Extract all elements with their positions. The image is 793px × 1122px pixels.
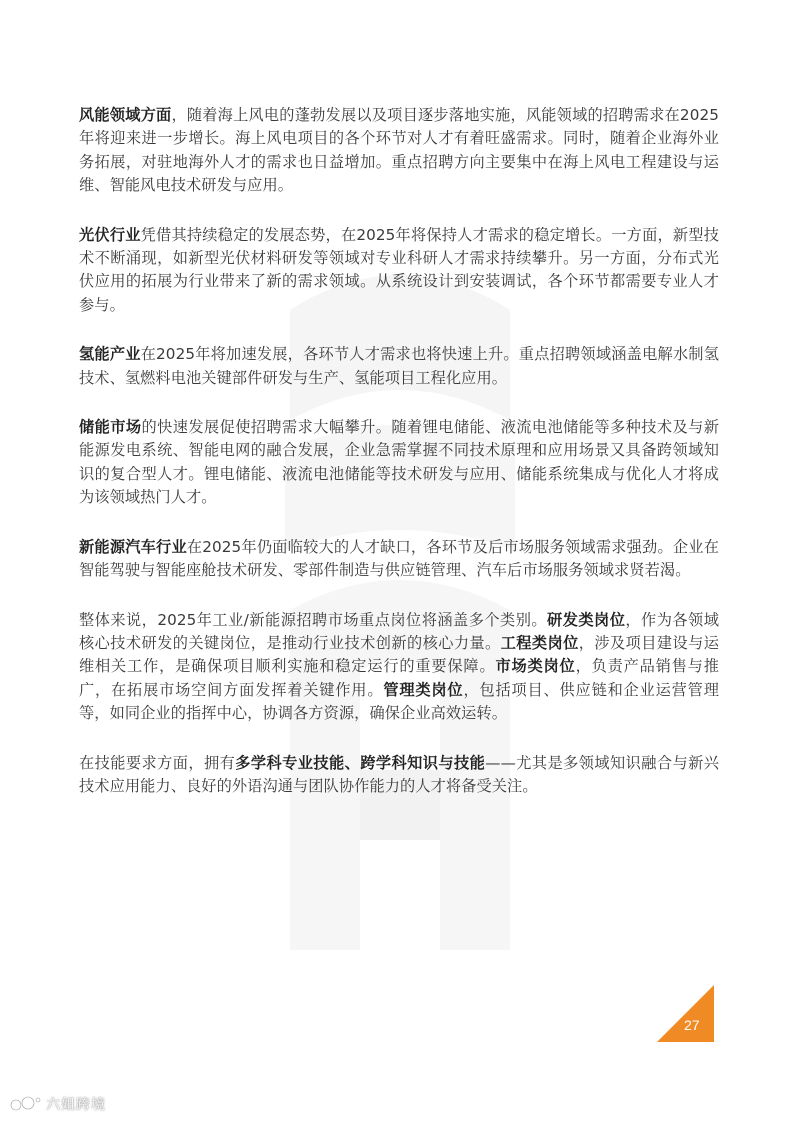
text-skills-intro: 在技能要求方面，拥有 bbox=[79, 753, 236, 772]
paragraph-skills bbox=[79, 752, 719, 799]
source-watermark bbox=[8, 1094, 106, 1114]
page-number: 27 bbox=[684, 1017, 700, 1033]
page-corner-triangle bbox=[657, 985, 714, 1042]
text-nev: 在2025年仍面临较大的人才缺口，各环节及后市场服务领域需求强劲。企业在智能驾驶与智能座舱技术研发、零部件制造与供应链管理、汽车后市场服务领域求贤若渴。 bbox=[79, 537, 719, 580]
text-wind-energy: ，随着海上风电的蓬勃发展以及项目逐步落地实施，风能领域的招聘需求在2025年将迎来进一步增长。海上风电项目的各个环节对人才有着旺盛需求。同时，随着企业海外业务拓展，对驻地海外人才的需求也日益增加。重点招聘方向主要集中在海上风电工程建设与运维、智能风电技术研发与应用。 bbox=[79, 106, 719, 195]
paragraph-overall bbox=[79, 609, 719, 726]
text-rd-positions: ，作为各领域核心技术研发的关键岗位，是推动行业技术创新的核心力量。 bbox=[79, 610, 720, 652]
term-skills: 多学科专业技能、跨学科知识与技能 bbox=[235, 753, 486, 772]
term-rd-positions: 研发类岗位 bbox=[547, 610, 626, 629]
paragraph-hydrogen bbox=[79, 343, 719, 390]
heading-nev: 新能源汽车行业 bbox=[79, 537, 187, 556]
article-body bbox=[79, 104, 719, 824]
text-skills-detail: ——尤其是多领域知识融合与新兴技术应用能力、良好的外语沟通与团队协作能力的人才将备受关注。 bbox=[79, 753, 720, 795]
text-marketing-positions: ，负责产品销售与推广，在拓展市场空间方面发挥着关键作用。 bbox=[79, 657, 719, 699]
text-engineering-positions: ，涉及项目建设与运维相关工作，是确保项目顺利实施和稳定运行的重要保障。 bbox=[79, 633, 720, 676]
heading-energy-storage: 储能市场 bbox=[79, 418, 142, 437]
text-overall-intro: 整体来说，2025年工业/新能源招聘市场重点岗位将涵盖多个类别。 bbox=[79, 610, 548, 629]
paragraph-photovoltaic bbox=[79, 224, 719, 318]
text-photovoltaic: 凭借其持续稳定的发展态势，在2025年将保持人才需求的稳定增长。一方面，新型技术不断涌现，如新型光伏材料研发等领域对专业科研人才需求持续攀升。另一方面，分布式光伏应用的拓展为行业带来了新的需求领域。从系统设计到安装调试，各个环节都需要专业人才参与。 bbox=[79, 225, 719, 314]
watermark-text: 六姐跨境 bbox=[46, 1097, 106, 1113]
text-energy-storage: 的快速发展促使招聘需求大幅攀升。随着锂电储能、液流电池储能等多种技术及与新能源发电系统、智能电网的融合发展，企业急需掌握不同技术原理和应用场景又具备跨领域知识的复合型人才。锂电储能、液流电池储能等技术研发与应用、储能系统集成与优化人才将成为该领域热门人才。 bbox=[79, 418, 720, 507]
paragraph-nev bbox=[79, 536, 719, 583]
heading-photovoltaic: 光伏行业 bbox=[79, 225, 141, 244]
heading-wind-energy: 风能领域方面 bbox=[79, 106, 172, 124]
corner-triangle-shape bbox=[657, 985, 714, 1042]
paragraph-wind-energy bbox=[79, 104, 719, 198]
text-management-positions: ，包括项目、供应链和企业运营管理等，如同企业的指挥中心，协调各方资源，确保企业高效运转。 bbox=[79, 680, 719, 723]
paragraph-energy-storage bbox=[79, 416, 719, 510]
term-marketing-positions: 市场类岗位 bbox=[495, 657, 576, 676]
text-hydrogen: 在2025年将加速发展，各环节人才需求也将快速上升。重点招聘领域涵盖电解水制氢技术、氢燃料电池关键部件研发与生产、氢能项目工程化应用。 bbox=[79, 345, 719, 387]
term-management-positions: 管理类岗位 bbox=[383, 680, 464, 699]
term-engineering-positions: 工程类岗位 bbox=[500, 633, 579, 652]
watermark-logo-icon bbox=[8, 1094, 42, 1114]
heading-hydrogen: 氢能产业 bbox=[79, 345, 141, 364]
